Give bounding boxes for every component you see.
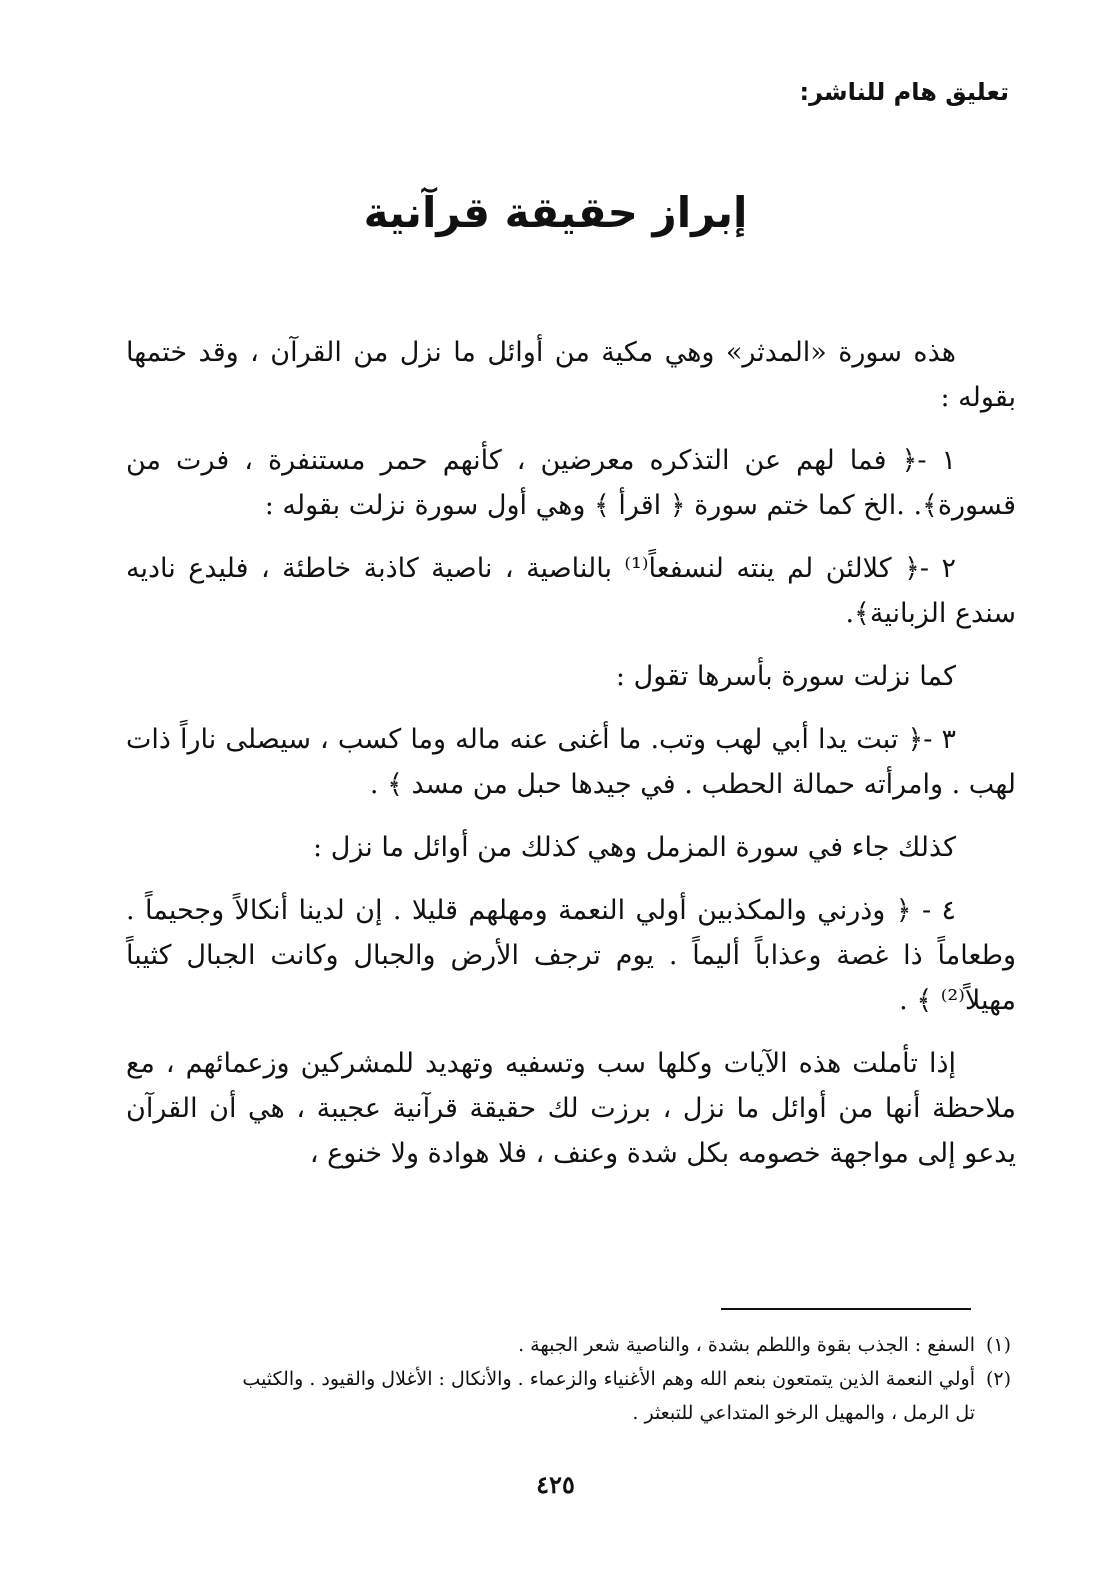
footnote-2 — [131, 1362, 1011, 1396]
page-title: إبراز حقيقة قرآنية — [363, 188, 748, 237]
body-text — [126, 330, 1016, 1194]
footnote-1-text: السفع : الجذب بقوة واللطم بشدة ، والناصية شعر الجبهة . — [518, 1334, 975, 1356]
footnote-2-number: (٢) — [985, 1368, 1011, 1390]
footnote-1 — [131, 1328, 1011, 1362]
page-number: ٤٢٥ — [536, 1470, 575, 1499]
paragraph-transition-1: كما نزلت سورة بأسرها تقول : — [615, 661, 956, 692]
footnote-divider — [721, 1308, 971, 1310]
paragraph-intro: هذه سورة «المدثر» وهي مكية من أوائل ما نزل من القرآن ، وقد ختمها بقوله : — [126, 337, 1016, 413]
footnotes — [131, 1328, 1011, 1430]
paragraph-verse-2: ٢ -﴿ كلالئن لم ينته لنسفعاً⁽¹⁾ بالناصية ، ناصية كاذبة خاطئة ، فليدع ناديه سندع الزبانية﴾. — [126, 553, 1016, 629]
footnote-2-continuation: تل الرمل ، والمهيل الرخو المتداعي للتبعثر . — [632, 1402, 975, 1424]
paragraph-transition-2: كذلك جاء في سورة المزمل وهي كذلك من أوائل ما نزل : — [313, 832, 956, 863]
publisher-note-heading: تعليق هام للناشر: — [799, 78, 1009, 106]
footnote-2-text: أولي النعمة الذين يتمتعون بنعم الله وهم الأغنياء والزعماء . والأنكال : الأغلال والقيود . والكثيب — [242, 1368, 975, 1390]
paragraph-verse-4: ٤ - ﴿ وذرني والمكذبين أولي النعمة ومهلهم قليلا . إن لدينا أنكالاً وجحيماً . وطعاماً ذا غصة وعذاباً أليماً . يوم ترجف الأرض والجبال وكانت الجبال كثيباً مهيلاً⁽²⁾ ﴾ . — [126, 895, 1016, 1016]
paragraph-verse-3: ٣ -﴿ تبت يدا أبي لهب وتب. ما أغنى عنه ماله وما كسب ، سيصلى ناراً ذات لهب . وامرأته حمالة الحطب . في جيدها حبل من مسد ﴾ . — [126, 724, 1016, 800]
footnote-1-number: (١) — [985, 1334, 1011, 1356]
paragraph-verse-1: ١ -﴿ فما لهم عن التذكره معرضين ، كأنهم حمر مستنفرة ، فرت من قسورة﴾. .الخ كما ختم سورة ﴿ اقرأ ﴾ وهي أول سورة نزلت بقوله : — [126, 445, 1016, 521]
paragraph-conclusion: إذا تأملت هذه الآيات وكلها سب وتسفيه وتهديد للمشركين وزعمائهم ، مع ملاحظة أنها من أوائل ما نزل ، برزت لك حقيقة قرآنية عجيبة ، هي أن القرآن يدعو إلى مواجهة خصومه بكل شدة وعنف ، فلا هوادة ولا خنوع ، — [126, 1048, 1016, 1169]
